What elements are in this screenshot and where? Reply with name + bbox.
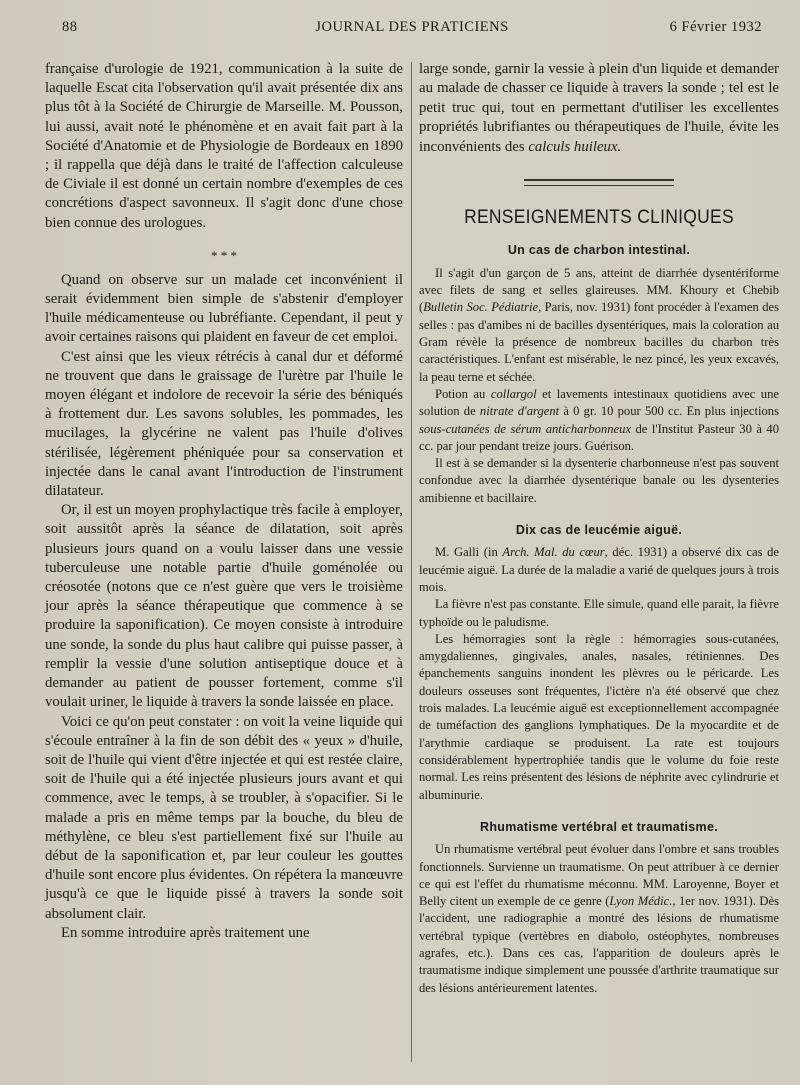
column-divider xyxy=(411,62,412,1062)
article-2-paragraph-2: La fièvre n'est pas constante. Elle simule, quand elle parait, la fièvre typhoïde ou le paludisme. xyxy=(419,597,779,629)
section-title: RENSEIGNEMENTS CLINIQUES xyxy=(464,207,734,229)
a1p2-italic-3: sous-cutanées de sérum anticharbonneux xyxy=(419,421,632,436)
journal-title: JOURNAL DES PRATICIENS xyxy=(315,19,509,35)
right-paragraph-1 xyxy=(419,60,779,157)
a3p1-italic: Lyon Médic. xyxy=(609,894,673,909)
page-header xyxy=(62,19,762,41)
article-1-body xyxy=(419,265,779,507)
article-2-paragraph-1 xyxy=(419,544,779,596)
a1p2-text-b: et lavements intestinaux quotidiens avec une solution de xyxy=(419,386,779,419)
a3p1-text-a: Un rhumatisme vertébral peut évoluer dans l'ombre et sans troubles fonctionnels. Survienne un traumatisme. On peut attribuer à ce dernier ce qui est l'effet du rhumatisme méconnu. MM. Laroyenne, Boyer et Belly citent un exemple de ce genre ( xyxy=(419,842,779,909)
left-paragraph-6: En somme introduire après traitement une xyxy=(61,924,310,941)
a1p2-italic-1: collargol xyxy=(490,386,537,401)
left-paragraph-1: française d'urologie de 1921, communication à la suite de laquelle Escat cita l'observation qu'il avait présentée dix ans plus tôt à la Société de Chirurgie de Marseille. M. Pousson, lui aussi, avait noté le phénomène et en avait fait part à la Société d'Anatomie et de Physiologie de Bordeaux en 1890 ; il rappella que déjà dans le traité de l'affection calculeuse de Civiale il est donné un certain nombre d'exemples de ces concrétions d'aspect savonneux. Il s'agit donc d'une chose bien connue des urologues. xyxy=(45,61,403,231)
left-column xyxy=(45,60,403,943)
right-paragraph-1-text: large sonde, garnir la vessie à plein d'un liquide et demander au malade de chasser ce liquide à travers la sonde ; tel est le petit truc qui, tout en permettant d'utiliser les excellentes propriétés lubrifiantes ou thérapeutiques de l'huile, évite les inconvénients des xyxy=(419,61,779,155)
a1p1-text-a: Il s'agit d'un garçon de 5 ans, atteint de diarrhée dysentériforme avec filets de sang et selles glaireuses. MM. Khoury et Chebib ( xyxy=(419,265,779,315)
section-separator xyxy=(524,179,674,186)
article-1-paragraph-1 xyxy=(419,265,779,386)
a1p2-text-c: à 0 gr. 10 pour 500 cc. En plus injections xyxy=(559,404,779,419)
a1p2-text-d: de l'Institut Pasteur 30 à 40 cc. par jour pendant treize jours. Guérison. xyxy=(419,421,779,453)
article-1-paragraph-3: Il est à se demander si la dysenterie charbonneuse n'est pas souvent confondue avec la diarrhée dysentérique banale ou les dysenteries amibienne et bacillaire. xyxy=(419,456,779,505)
a1p2-text-a: Potion au xyxy=(435,386,491,401)
article-2-paragraph-3: Les hémorragies sont la règle : hémorragies sous-cutanées, amygdaliennes, gingivales, anales, nasales, rétiniennes. Des épanchements sanguins inondent les plèvres ou le péricarde. Les douleurs osseuses sont fréquentes, l'ictère n'a été observé que chez trois malades. La leucémie aiguë est exceptionnellement accompagnée de tuméfaction des ganglions lymphatiques. De la myocardite et de l'arythmie cardiaque se produisent. La rate est toujours considérablement hypertrophiée tandis que le volume du foie reste normal. Les reins présentent des lésions de néphrite avec cylindrurie et albuminurie. xyxy=(419,631,779,802)
a2p1-italic: Arch. Mal. du cœur xyxy=(502,545,605,560)
a1p1-italic: Bulletin Soc. Pédiatrie xyxy=(423,300,539,315)
article-1-paragraph-2 xyxy=(419,386,779,455)
article-3-title: Rhumatisme vertébral et traumatisme. xyxy=(480,819,718,834)
a3p1-text-b: , 1er nov. 1931). Dès l'accident, une radiographie a montré des lésions de rhumatisme vertébral typique (vertèbres en diabolo, ostéophytes, nombreuses agrafes, etc.). Dans ces cas, l'apparition de douleurs après le traumatisme indique simplement une poussée d'arthrite traumatique sur des lésions antérieurement latentes. xyxy=(419,894,779,995)
a1p2-italic-2: nitrate d'argent xyxy=(479,404,560,419)
left-paragraph-3: C'est ainsi que les vieux rétrécis à canal dur et déformé ne trouvent que dans le graissage de l'urètre par l'huile le moyen élégant et indolore de recevoir la série des béniqués à frottement dur. Les savons solubles, les pommades, les mucilages, la glycérine ne valent pas l'huile d'olives stérilisée, légèrement phéniquée pour sa conservation et injectée dans le canal avant l'introduction de l'instrument dilatateur. xyxy=(45,348,403,500)
left-paragraph-5: Voici ce qu'on peut constater : on voit la veine liquide qui s'écoule entraîner à la fin de son débit des « yeux » d'huile, soit de l'huile qui vient d'être injectée et qui est restée claire, soit de l'huile qui a été injectée plusieurs jours avant et qui commence, avec le temps, à se troubler, à s'opacifier. Si le malade a pris en même temps par la bouche, du bleu de méthylène, ce bleu s'est partiellement fixé sur l'huile au début de la saponification et, par leur couleur les gouttes d'huile sont encore plus évidentes. On répétera la manœuvre jusqu'à ce que le liquide pissé à travers la sonde soit absolument clair. xyxy=(45,713,403,922)
a2p1-text-a: M. Galli (in xyxy=(435,545,503,560)
section-break-stars: * * * xyxy=(211,247,237,263)
article-2-title: Dix cas de leucémie aiguë. xyxy=(515,523,683,537)
left-paragraph-4: Or, il est un moyen prophylactique très facile à employer, soit aussitôt après la séance de dilatation, soit après plusieurs jours quand on a voulu laisser dans une vessie tuberculeuse une notable partie d'huile goménolée ou créosotée (notons que ce n'est guère que vers le troisième jour après la séance thérapeutique que commence à se produire la saponification). Ce moyen consiste à introduire une sonde, la sonde du plus haut calibre qui puisse passer, à remplir la vessie d'une solution antiseptique douce et à demander au patient de pousser fortement, comme s'il voulait uriner, le liquide à travers la sonde laissée en place. xyxy=(45,502,403,711)
article-3-body xyxy=(419,841,779,997)
article-3-paragraph-1 xyxy=(419,841,779,997)
right-paragraph-1-italic: calculs huileux. xyxy=(528,138,622,155)
a1p1-text-b: , Paris, nov. 1931) font procéder à l'examen des selles : pas d'amibes ni de bacilles dysentériques, mais la coloration au Gram révèle la présence de nombreux bacilles du charbon très caractéristiques. L'enfant est misérable, le nez pincé, les yeux excavés, la peau terne et séchée. xyxy=(419,300,779,384)
left-paragraph-2: Quand on observe sur un malade cet inconvénient il serait évidemment bien simple de s'abstenir d'employer l'huile médicamenteuse ou lubréfiante. Cependant, il peut y avoir certaines raisons qui plaident en faveur de cet emploi. xyxy=(45,271,403,346)
right-column xyxy=(419,60,779,997)
issue-date: 6 Février 1932 xyxy=(669,19,762,35)
article-2-body xyxy=(419,544,779,803)
page-number: 88 xyxy=(62,19,78,35)
article-1-title: Un cas de charbon intestinal. xyxy=(507,243,691,258)
a2p1-text-b: , déc. 1931) a observé dix cas de leucémie aiguë. La durée de la maladie a varié de quelques jours à trois mois. xyxy=(419,545,779,594)
